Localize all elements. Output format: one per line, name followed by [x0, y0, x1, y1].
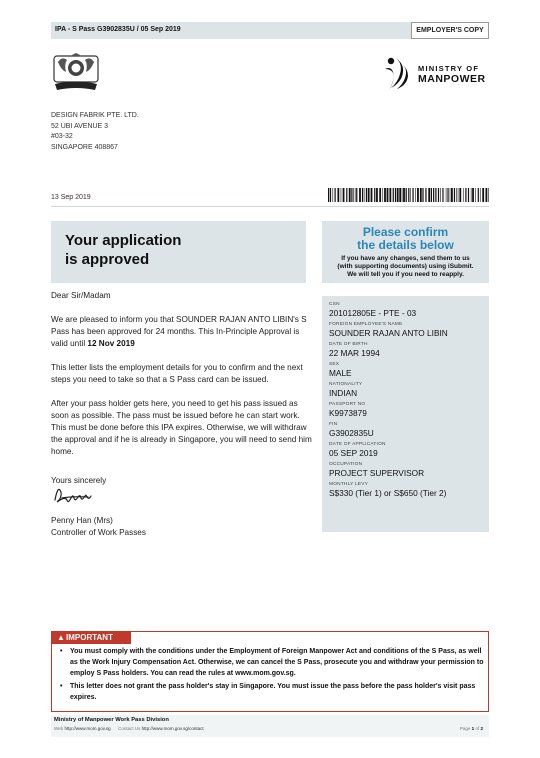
detail-label: MONTHLY LEVY — [329, 482, 369, 487]
detail-field — [329, 442, 482, 458]
important-label-text: IMPORTANT — [66, 633, 113, 642]
confirm-heading — [322, 226, 489, 252]
detail-value: PROJECT SUPERVISOR — [329, 468, 425, 478]
detail-value: K9973879 — [329, 408, 367, 418]
address-line: DESIGN FABRIK PTE. LTD. — [51, 112, 139, 119]
detail-field — [329, 302, 482, 318]
closing: Yours sincerely — [51, 476, 107, 485]
approval-status-panel — [51, 221, 306, 283]
bullet-icon: • — [60, 648, 63, 655]
detail-value: S$330 (Tier 1) or S$650 (Tier 2) — [329, 488, 447, 498]
detail-label: DATE OF BIRTH — [329, 342, 368, 347]
signer-block — [51, 515, 146, 539]
detail-label: SEX — [329, 362, 340, 367]
signer-name: Penny Han (Mrs) — [51, 516, 113, 525]
confirm-details-panel — [322, 221, 489, 283]
website-link[interactable]: http://www.mom.gov.sg — [64, 726, 111, 731]
contact-label: Contact Us — [118, 726, 141, 731]
details-paragraph: This letter lists the employment details for you to confirm and the next steps you need to take so that a S Pass card can be issued. — [51, 363, 303, 384]
detail-label: NATIONALITY — [329, 382, 363, 387]
confirm-instructions — [322, 255, 489, 279]
detail-field — [329, 422, 482, 438]
next-steps-paragraph: After your pass holder gets here, you need to get his pass issued as soon as possible. The pass must be issued before he can start work. This must be done before this IPA expires. Otherwise, we will withdraw the approval and if he is already in Singapore, you will need to send him home. — [51, 399, 312, 456]
page-number — [460, 726, 483, 731]
web-label: Web — [54, 726, 64, 731]
notice-text: You must comply with the conditions under the Employment of Foreign Manpower Act and conditions of the S Pass, as well as the Work Injury Compensation Act. Otherwise, we can cancel the S Pass, prosecute you and withdraw your permission to employ S Pass holders. You can read the rules at www.mom.gov.sg. — [70, 648, 484, 677]
address-line: SINGAPORE 408867 — [51, 143, 118, 151]
address-line: 52 UBI AVENUE 3 — [51, 122, 109, 130]
letter-date: 13 Sep 2019 — [51, 194, 91, 201]
detail-label: DATE OF APPLICATION — [329, 442, 386, 447]
letter-body — [51, 290, 313, 470]
list-item — [58, 681, 484, 703]
approval-heading-line-1: Your application — [65, 232, 182, 249]
page-footer — [51, 715, 489, 737]
notice-text: This letter does not grant the pass holder's stay in Singapore. You must issue the pass before the pass holder's visit pass expires. — [70, 683, 476, 701]
mom-logo-mark-icon — [382, 52, 412, 94]
detail-label: FIN — [329, 422, 338, 427]
copy-type-badge: EMPLOYER'S COPY — [411, 22, 489, 39]
bullet-icon: • — [60, 683, 63, 690]
signature-icon — [52, 480, 112, 508]
approval-heading — [65, 231, 181, 269]
employee-details-panel — [322, 296, 489, 532]
address-line: #03-32 — [51, 133, 73, 140]
approval-heading-line-2: is approved — [65, 251, 150, 268]
detail-field — [329, 462, 482, 478]
detail-value: MALE — [329, 368, 352, 378]
signer-title: Controller of Work Passes — [51, 528, 146, 537]
important-notice-body — [58, 646, 484, 705]
warning-icon: ▲ — [57, 633, 65, 642]
detail-value: INDIAN — [329, 388, 358, 398]
confirm-instructions-line: We will tell you if you need to reapply. — [347, 271, 464, 278]
important-label — [51, 631, 131, 644]
detail-label: OCCUPATION — [329, 462, 363, 467]
page-prefix: Page — [459, 726, 471, 731]
footer-links — [54, 726, 204, 731]
document-header-bar — [51, 22, 489, 39]
singapore-crest-icon — [50, 52, 102, 94]
list-item — [58, 646, 484, 679]
detail-label: CSN — [329, 302, 340, 307]
confirm-heading-line-1: Please confirm — [362, 225, 449, 239]
confirm-heading-line-2: the details below — [357, 238, 454, 252]
footer-title: Ministry of Manpower Work Pass Division — [54, 717, 169, 723]
approval-text: We are pleased to inform you that SOUNDER RAJAN ANTO LIBIN's S Pass has been approved for 24 months. This In-Principle Approval is valid until — [51, 315, 307, 348]
contact-link[interactable]: http://www.mom.gov.sg/contact — [141, 726, 204, 731]
header-divider — [51, 206, 489, 207]
confirm-instructions-line: If you have any changes, send them to us — [341, 255, 470, 262]
salutation: Dear Sir/Madam — [51, 291, 111, 300]
detail-value: SOUNDER RAJAN ANTO LIBIN — [329, 328, 448, 338]
recipient-address — [51, 111, 139, 153]
detail-value: 05 SEP 2019 — [329, 448, 378, 458]
detail-value: 201012805E - PTE - 03 — [329, 308, 417, 318]
page-of: of — [475, 726, 480, 731]
barcode-icon — [328, 188, 490, 202]
detail-label: PASSPORT NO — [329, 402, 366, 407]
page-total: 2 — [480, 726, 483, 731]
detail-field — [329, 362, 482, 378]
validity-date: 12 Nov 2019 — [87, 339, 135, 348]
approval-paragraph — [51, 314, 313, 350]
logo-line-2: MANPOWER — [418, 73, 486, 85]
document-reference: IPA - S Pass G3902835U / 05 Sep 2019 — [55, 26, 181, 33]
detail-value: G3902835U — [329, 428, 374, 438]
detail-field — [329, 482, 482, 498]
ministry-of-manpower-logo — [382, 52, 492, 94]
logo-line-1: MINISTRY OF — [418, 64, 480, 73]
confirm-instructions-line: (with supporting documents) using iSubmit. — [337, 263, 474, 270]
detail-field — [329, 402, 482, 418]
detail-label: FOREIGN EMPLOYEE'S NAME — [329, 322, 403, 327]
detail-field — [329, 382, 482, 398]
page-current: 1 — [471, 726, 475, 731]
detail-field — [329, 322, 482, 338]
detail-field — [329, 342, 482, 358]
detail-value: 22 MAR 1994 — [329, 348, 380, 358]
